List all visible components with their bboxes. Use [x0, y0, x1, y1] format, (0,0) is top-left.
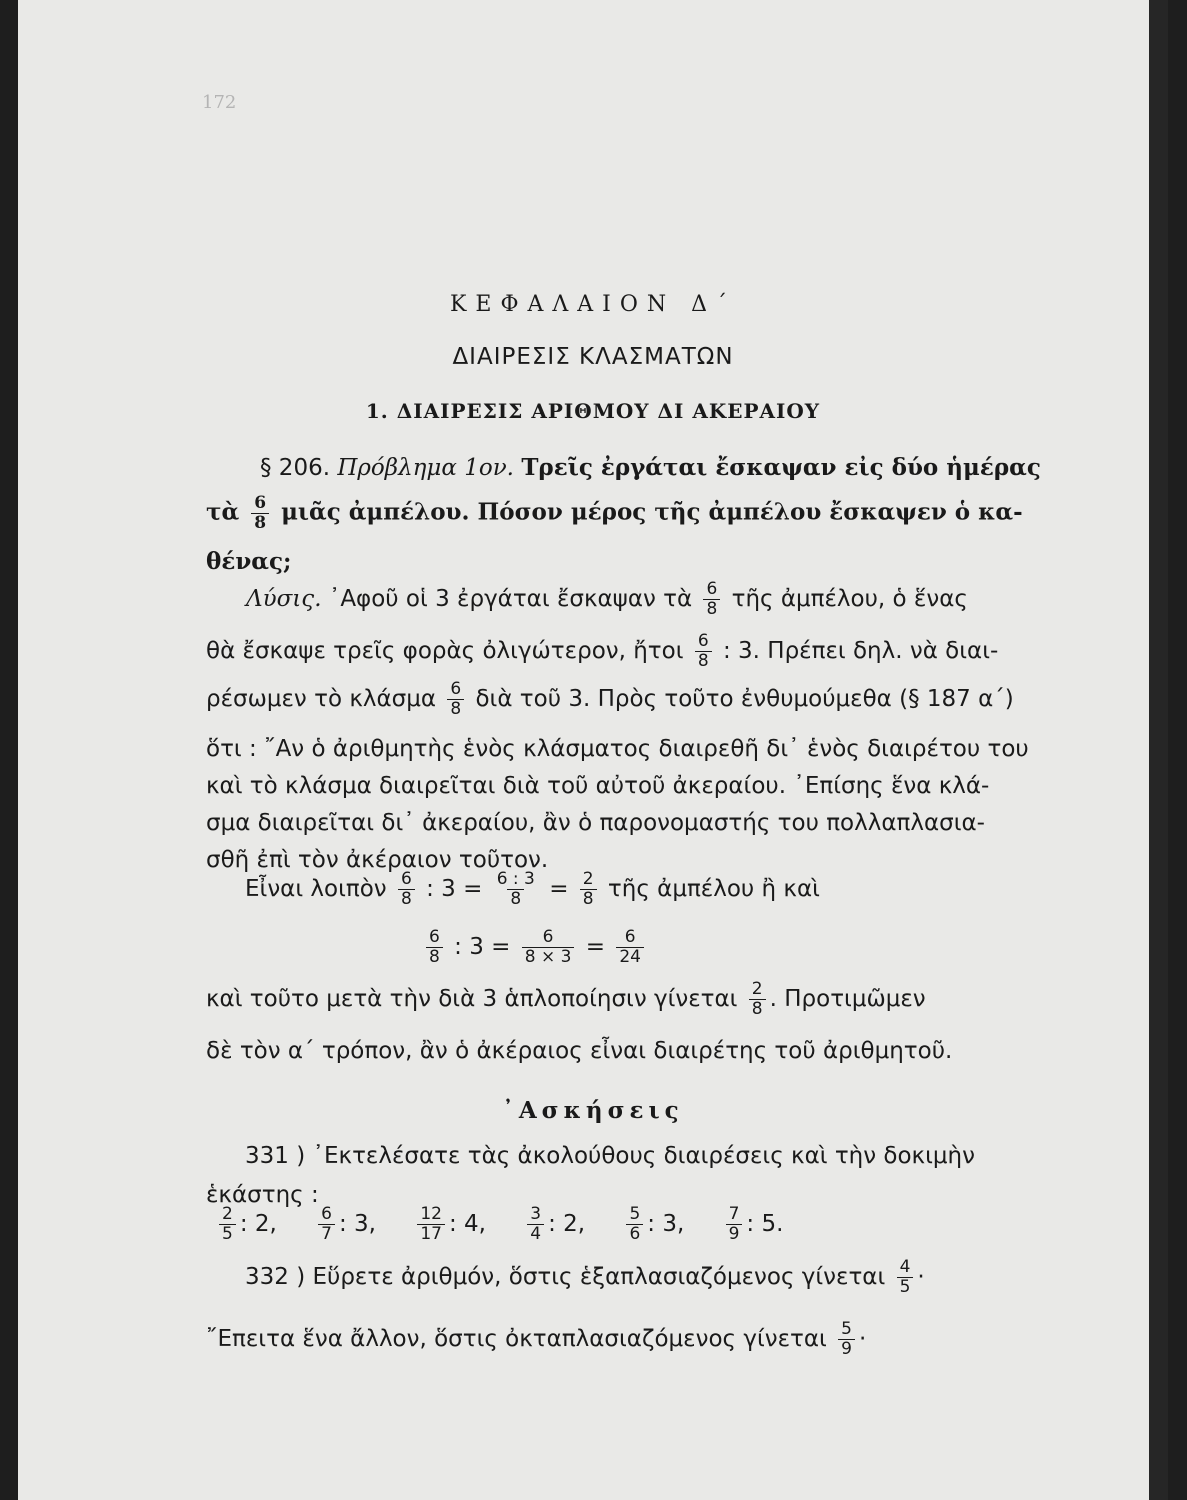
page-number: 172 — [202, 92, 237, 113]
solution-line-7: σθῆ ἐπὶ τὸν ἀκέραιον τοῦτον. — [206, 847, 549, 873]
fraction: $\frac{4}{5}$ — [897, 1258, 914, 1297]
fraction: $\frac{6}{24}$ — [616, 928, 644, 967]
fraction: $\frac{6}{8}$ — [447, 680, 464, 719]
solution-line-5: καὶ τὸ κλάσμα διαιρεῖται διὰ τοῦ αὐτοῦ ἀκεραίου. ᾿Επίσης ἕνα κλά- — [206, 773, 990, 799]
book-page — [18, 0, 1168, 1500]
exercise-331-line-2: ἑκάστης : — [206, 1182, 319, 1208]
exercises-heading: ᾿Ασκήσεις — [502, 1097, 684, 1124]
fraction: $\frac{6}{8}$ — [426, 928, 443, 967]
fraction: $\frac{6}{8}$ — [251, 494, 269, 533]
equation-2: $\frac{6}{8}$ : 3 = $\frac{6}{8 \times 3}$ = $\frac{6}{24}$ — [422, 928, 648, 967]
fraction: $\frac{6}{8 \times 3}$ — [522, 928, 575, 967]
list-item: $\frac{5}{6}$ : 3, — [622, 1211, 684, 1237]
list-item: $\frac{2}{5}$ : 2, — [215, 1211, 277, 1237]
solution-line-4: ὅτι : ῎Αν ὁ ἀριθμητὴς ἑνὸς κλάσματος διαιρεθῆ δι᾿ ἑνὸς διαιρέτου του — [206, 736, 1029, 762]
section-title: 1. ΔΙΑΙΡΕΣΙΣ ΑΡΙΘΜΟΥ ΔΙ ΑΚΕΡΑΙΟΥ — [365, 399, 821, 423]
solution-line-3: ρέσωμεν τὸ κλάσμα $\frac{6}{8}$ διὰ τοῦ 3. Πρὸς τοῦτο ἐνθυμούμεθα (§ 187 α΄) — [206, 679, 1014, 719]
list-item: $\frac{12}{17}$ : 4, — [413, 1211, 486, 1237]
exercise-332-line-2: ῎Επειτα ἕνα ἄλλον, ὅστις ὀκταπλασιαζόμενος γίνεται $\frac{5}{9}$ · — [206, 1319, 867, 1359]
conclusion-line-2: δὲ τὸν α΄ τρόπον, ἂν ὁ ἀκέραιος εἶναι διαιρέτης τοῦ ἀριθμητοῦ. — [206, 1038, 953, 1064]
problem-line-2: τὰ $\frac{6}{8}$ μιᾶς ἀμπέλου. Πόσον μέρος τῆς ἀμπέλου ἔσκαψεν ὁ κα- — [206, 493, 1023, 533]
exercise-332-line-1: 332 ) Εὕρετε ἀριθμόν, ὅστις ἑξαπλασιαζόμενος γίνεται $\frac{4}{5}$ · — [245, 1257, 925, 1297]
exercise-331-line-1: 331 ) ᾿Εκτελέσατε τὰς ἀκολούθους διαιρέσεις καὶ τὴν δοκιμὴν — [245, 1143, 975, 1169]
problem-line-1: § 206. Πρόβλημα 1ον. Τρεῖς ἐργάται ἔσκαψαν εἰς δύο ἡμέρας — [260, 454, 1041, 481]
fraction: $\frac{6 : 3}{8}$ — [496, 869, 535, 909]
solution-line-1: Λύσις. ᾿Αφοῦ οἱ 3 ἐργάται ἔσκαψαν τὰ $\frac{6}{8}$ τῆς ἀμπέλου, ὁ ἕνας — [246, 579, 968, 619]
problem-line-3: θένας; — [206, 548, 292, 575]
chapter-subtitle: ΔΙΑΙΡΕΣΙΣ ΚΛΑΣΜΑΤΩΝ — [452, 344, 734, 370]
solution-line-6: σμα διαιρεῖται δι᾿ ἀκεραίου, ἂν ὁ παρονομαστής του πολλαπλασια- — [206, 810, 985, 836]
solution-label: Λύσις. — [246, 586, 322, 612]
fraction: $\frac{6}{8}$ — [695, 632, 712, 671]
list-item: $\frac{7}{9}$ : 5. — [722, 1211, 784, 1237]
fraction: $\frac{5}{9}$ — [838, 1320, 855, 1359]
conclusion-line-1: καὶ τοῦτο μετὰ τὴν διὰ 3 ἁπλοποίησιν γίνεται $\frac{2}{8}$ . Προτιμῶμεν — [206, 979, 926, 1019]
problem-label: Πρόβλημα 1ον. — [337, 455, 514, 481]
book-spine — [1149, 0, 1168, 1500]
solution-line-2: θὰ ἔσκαψε τρεῖς φορὰς ὀλιγώτερον, ἤτοι $\frac{6}{8}$ : 3. Πρέπει δηλ. νὰ διαι- — [206, 631, 999, 671]
chapter-heading: ΚΕΦΑΛΑΙΟΝ Δ΄ — [449, 292, 737, 317]
list-item: $\frac{6}{7}$ : 3, — [314, 1211, 376, 1237]
equation-1: Εἶναι λοιπὸν $\frac{6}{8}$ : 3 = $\frac{6 : 3}{8}$ = $\frac{2}{8}$ τῆς ἀμπέλου ἢ καὶ — [245, 869, 820, 909]
fraction: $\frac{6}{8}$ — [703, 580, 720, 619]
exercise-331-fractions — [215, 1205, 813, 1244]
list-item: $\frac{3}{4}$ : 2, — [523, 1211, 585, 1237]
fraction: $\frac{2}{8}$ — [580, 870, 597, 909]
fraction: $\frac{6}{8}$ — [398, 870, 415, 909]
fraction: $\frac{2}{8}$ — [749, 980, 766, 1019]
